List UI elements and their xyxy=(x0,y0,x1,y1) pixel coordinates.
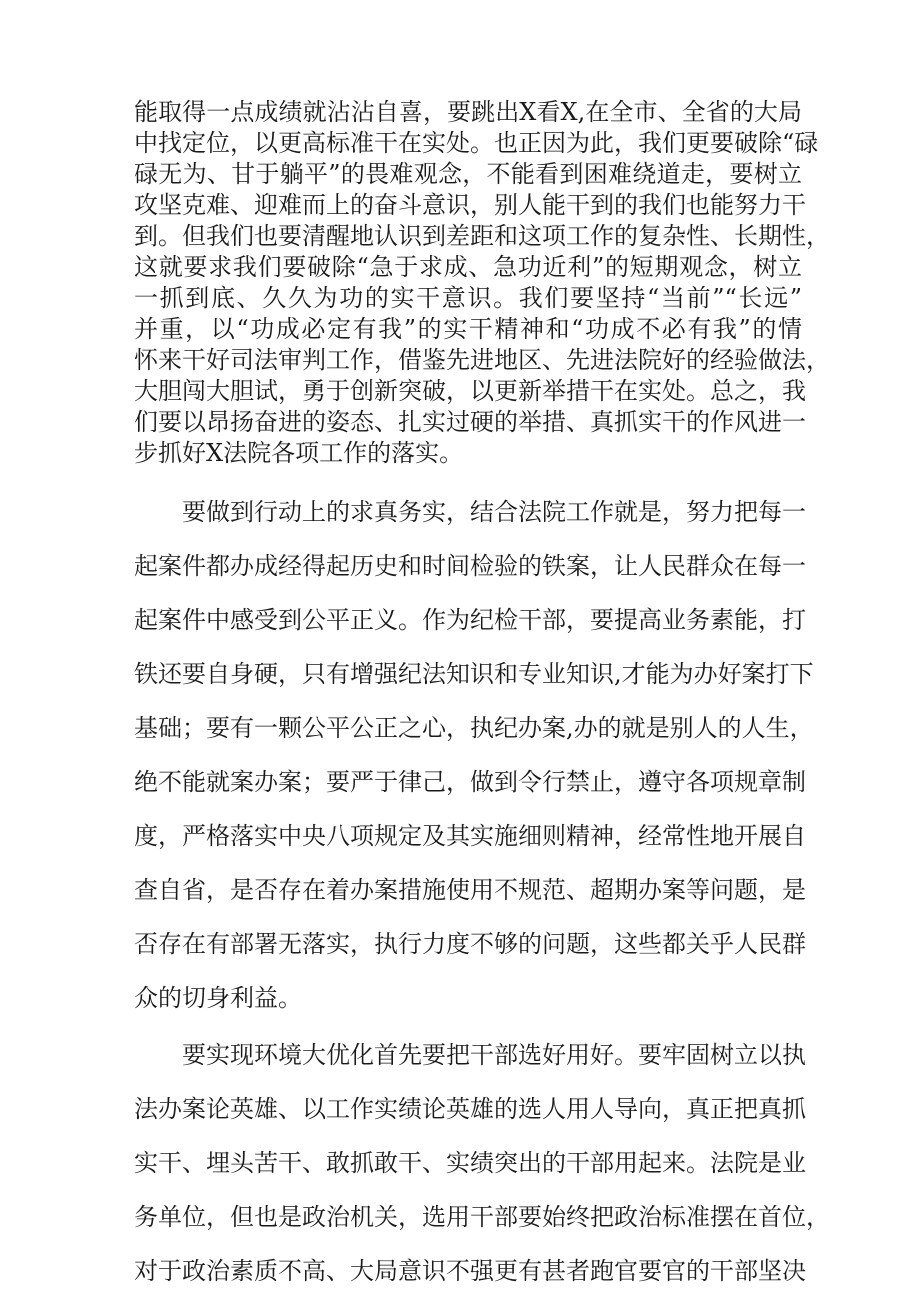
text-line: 一抓到底、久久为功的实干意识。我们要坚持“当前”“长远” xyxy=(134,284,802,312)
text-line: 绝不能就案办案；要严于律己，做到令行禁止，遵守各项规章制 xyxy=(134,768,806,796)
text-line: 步抓好X法院各项工作的落实。 xyxy=(134,439,464,467)
text-line: 要实现环境大优化首先要把干部选好用好。要牢固树立以执 xyxy=(182,1041,806,1069)
text-line: 对于政治素质不高、大局意识不强更有甚者跑官要官的干部坚决 xyxy=(134,1257,806,1285)
text-line: 众的切身利益。 xyxy=(134,984,302,1012)
text-line: 法办案论英雄、以工作实绩论英雄的选人用人导向，真正把真抓 xyxy=(134,1095,806,1123)
text-line: 否存在有部署无落实，执行力度不够的问题，这些都关乎人民群 xyxy=(134,930,806,958)
text-line: 度，严格落实中央八项规定及其实施细则精神，经常性地开展自 xyxy=(134,822,806,850)
text-line: 务单位，但也是政治机关，选用干部要始终把政治标准摆在首位， xyxy=(134,1203,830,1231)
text-line: 实干、埋头苦干、敢抓敢干、实绩突出的干部用起来。法院是业 xyxy=(134,1149,806,1177)
text-line: 碌无为、甘于躺平”的畏难观念，不能看到困难绕道走，要树立 xyxy=(134,160,802,188)
text-line: 起案件中感受到公平正义。作为纪检干部，要提高业务素能，打 xyxy=(134,606,806,634)
text-line: 查自省，是否存在着办案措施使用不规范、超期办案等问题，是 xyxy=(134,876,806,904)
text-line: 怀来干好司法审判工作，借鉴先进地区、先进法院好的经验做法， xyxy=(134,346,830,374)
text-line: 大胆闯大胆试，勇于创新突破，以更新举措干在实处。总之，我 xyxy=(134,377,806,405)
text-line: 这就要求我们要破除“急于求成、急功近利”的短期观念，树立 xyxy=(134,253,802,281)
text-line: 中找定位，以更高标准干在实处。也正因为此，我们更要破除“碌 xyxy=(134,129,819,157)
text-line: 攻坚克难、迎难而上的奋斗意识，别人能干到的我们也能努力干 xyxy=(134,191,806,219)
text-line: 能取得一点成绩就沾沾自喜，要跳出X看X,在全市、全省的大局 xyxy=(134,98,802,126)
text-line: 们要以昂扬奋进的姿态、扎实过硬的举措、真抓实干的作风进一 xyxy=(134,408,806,436)
text-line: 铁还要自身硬，只有增强纪法知识和专业知识,才能为办好案打下 xyxy=(134,660,814,688)
text-line: 基础；要有一颗公平公正之心，执纪办案,办的就是别人的人生， xyxy=(134,714,814,742)
text-line: 并重，以“功成必定有我”的实干精神和“功成不必有我”的情 xyxy=(134,315,802,343)
text-line: 到。但我们也要清醒地认识到差距和这项工作的复杂性、长期性， xyxy=(134,222,830,250)
text-line: 要做到行动上的求真务实，结合法院工作就是，努力把每一 xyxy=(182,498,806,526)
text-line: 起案件都办成经得起历史和时间检验的铁案，让人民群众在每一 xyxy=(134,552,806,580)
